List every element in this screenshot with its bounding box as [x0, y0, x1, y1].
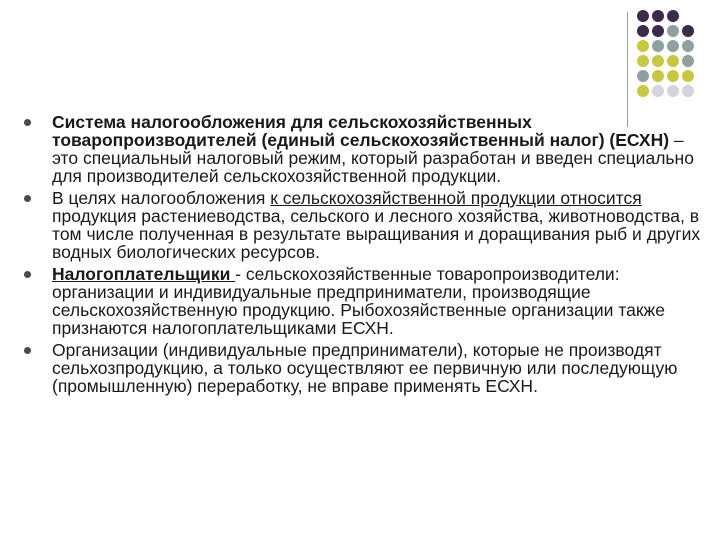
taxpayers-term: Налогоплательщики [52, 264, 236, 284]
taxpayers-text: - сельскохозяйственные товаропроизводители: организации и индивидуальные предприниматели, производящие сельскохозяйственную продукцию. Рыбохозяйственные организации также признаются налогоплательщиками ЕСХН. [52, 264, 665, 338]
decorative-dot [652, 10, 664, 22]
bullet-item-agricultural-products [22, 189, 710, 261]
decorative-dot [637, 25, 649, 37]
decorative-dot [682, 70, 694, 82]
decorative-dot [667, 40, 679, 52]
decorative-dot [652, 70, 664, 82]
decorative-dot [637, 40, 649, 52]
bullet-item-processors [22, 341, 710, 395]
decorative-vertical-line [627, 12, 628, 127]
decorative-dot [682, 25, 694, 37]
decorative-dot [637, 55, 649, 67]
decorative-dot-grid [637, 10, 717, 110]
bullet-icon [24, 347, 31, 354]
decorative-dot [652, 85, 664, 97]
products-underlined-phrase: к сельскохозяйственной продукции относится [270, 188, 642, 208]
decorative-dot [667, 25, 679, 37]
decorative-dot [652, 25, 664, 37]
decorative-dot [652, 40, 664, 52]
products-prefix: В целях налогообложения [52, 188, 271, 208]
decorative-dot [667, 85, 679, 97]
decorative-dot [652, 55, 664, 67]
bullet-item-esxn-definition [22, 113, 710, 185]
decorative-dot [682, 55, 694, 67]
decorative-dot [637, 85, 649, 97]
decorative-dot [667, 70, 679, 82]
processors-text: Организации (индивидуальные предприниматели), которые не производят сельхозпродукцию, а только осуществляют ее первичную или последующую (промышленную) переработку, не вправе применять ЕСХН. [52, 340, 678, 396]
decorative-dot [667, 10, 679, 22]
bullet-icon [24, 195, 31, 202]
decorative-dot [682, 40, 694, 52]
esxn-definition-text: – это специальный налоговый режим, который разработан и введен специально для производителей сельскохозяйственной продукции. [52, 130, 694, 186]
bullet-list [22, 113, 710, 399]
bullet-icon [24, 119, 31, 126]
decorative-dot [667, 55, 679, 67]
decorative-dot [637, 10, 649, 22]
decorative-dot [637, 70, 649, 82]
decorative-dot [682, 85, 694, 97]
bullet-item-taxpayers [22, 265, 710, 337]
bullet-icon [24, 271, 31, 278]
products-text: продукция растениеводства, сельского и лесного хозяйства, животноводства, в том числе полученная в результате выращивания и доращивания рыб и других водных биологических ресурсов. [52, 206, 701, 262]
esxn-title: Система налогообложения для сельскохозяйственных товаропроизводителей (единый сельскохозяйственный налог) (ЕСХН) [52, 112, 670, 150]
